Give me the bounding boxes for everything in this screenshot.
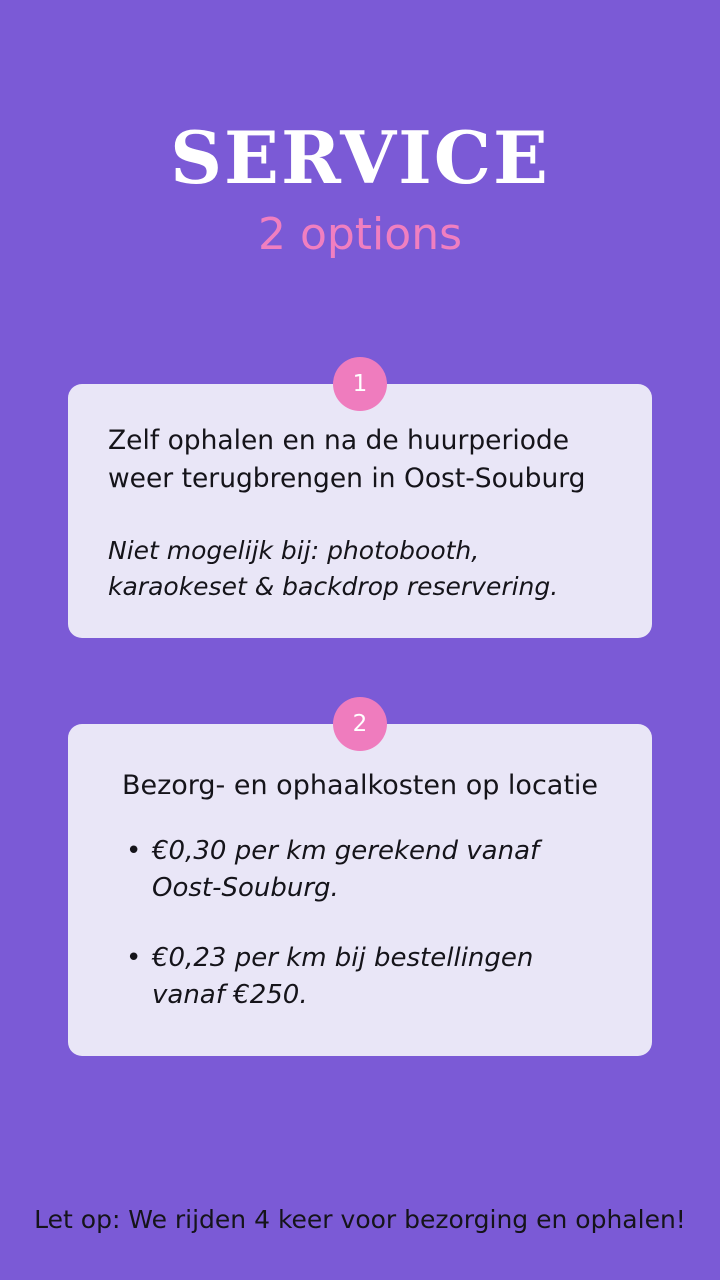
option-badge-2: 2	[333, 697, 387, 751]
page-title: SERVICE	[170, 115, 550, 200]
footer-note: Let op: We rijden 4 keer voor bezorging en ophalen!	[34, 1204, 686, 1234]
option-card-1	[68, 370, 652, 638]
option-bullet-list-2	[106, 833, 614, 1015]
list-item: • €0,23 per km bij bestellingen vanaf €250.	[152, 940, 614, 1014]
options-list	[0, 370, 720, 1056]
option-card-body-1	[68, 384, 652, 638]
option-card-2	[68, 711, 652, 1056]
option-badge-1: 1	[333, 357, 387, 411]
list-item: • €0,30 per km gerekend vanaf Oost-Souburg.	[152, 833, 614, 907]
option-note-1: Niet mogelijk bij: photobooth, karaokeset & backdrop reservering.	[108, 536, 559, 601]
option-heading-2: Bezorg- en ophaalkosten op locatie	[121, 770, 599, 802]
page-subtitle: 2 options	[257, 209, 463, 261]
option-text-1: Zelf ophalen en na de huurperiode weer terugbrengen in Oost-Souburg	[108, 424, 586, 494]
option-card-body-2	[68, 724, 652, 1056]
